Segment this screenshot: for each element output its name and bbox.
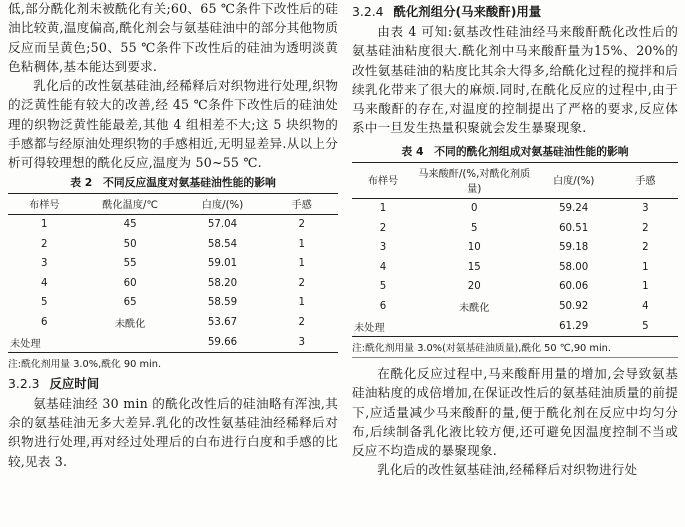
left-column [8,0,338,471]
paragraph-left-2: 乳化后的改性氨基硅油,经稀释后对织物进行处理,织物的泛黄性能有较大的改善,经 45 ℃条件下改性后的硅油处理的织物泛黄性能最差,其他 4 组相差不大;这 5 块织物的手感都与经原油处理织物的手感相近,无明显差异.从以上分析可得较理想的酰化反应,温度为 50~55 ℃. [8,78,338,171]
table-cell: 未处理 [352,316,414,336]
table-cell: 2 [298,277,305,289]
table-cell: 59.18 [559,242,589,254]
table-cell: 2 [642,242,649,254]
table-cell: 3 [379,242,387,254]
table-cell: 50.92 [559,301,589,313]
table-row [352,258,678,278]
table4 [352,162,678,337]
table-cell: 2 [379,222,387,234]
table-cell: 2 [642,222,649,234]
section-title: 酰化剂组分(马来酸酐)用量 [393,4,542,19]
table-row [8,234,338,254]
table-row [8,273,338,293]
table4-header: 白度/(%) [535,162,613,198]
table-cell: 57.04 [207,218,238,230]
table4-header: 马来酸酐/(%,对酰化剂质量) [414,162,535,198]
table-cell: 1 [642,281,649,293]
table-cell: 15 [467,261,481,273]
table-cell: 53.67 [207,316,238,328]
table-cell: 55 [123,258,137,270]
section-number: 3.2.3 [8,375,40,391]
table-cell: 2 [298,316,305,328]
table-row [8,332,338,352]
section-number: 3.2.4 [352,4,384,19]
table-cell: 未酰化 [458,303,490,315]
table-cell: 5 [613,316,678,336]
table2 [8,193,338,353]
table2-header: 布样号 [8,193,81,214]
table-cell: 58.00 [559,261,589,273]
table-row [8,293,338,313]
table-cell: 59.24 [559,203,589,215]
table4-header: 布样号 [352,162,414,198]
table-cell: 58.59 [207,297,238,309]
table-row [352,238,678,258]
table-row [8,214,338,234]
table-cell: 1 [379,203,387,215]
table-row [8,313,338,333]
table-cell: 2 [41,238,48,250]
right-column [352,0,678,480]
paragraph-left-1: 低,部分酰化剂未被酰化有关;60、65 ℃条件下改性后的硅油比较黄,温度偏高,酰化剂会与氨基硅油中的部分其他物质反应而呈黄色;50、55 ℃条件下改性后的硅油为透明淡黄色粘稠体,基本能达到要求. [8,1,338,74]
table4-note: 注:酰化剂用量 3.0%(对氨基硅油质量),酰化 50 ℃,90 min. [352,340,678,358]
table4-header: 手感 [613,162,678,198]
table-cell: 50 [123,238,137,250]
table2-header: 酰化温度/℃ [81,193,180,214]
table-cell: 3 [642,203,649,215]
table-cell [414,316,535,336]
table-cell: 45 [123,218,137,230]
table-cell: 10 [467,242,481,254]
paragraph-right-3: 乳化后的改性氨基硅油,经稀释后对织物进行处 [377,462,638,478]
paragraph-right-2: 在酰化反应过程中,马来酸酐用量的增加,会导致氨基硅油粘度的成倍增加,在保证改性后的氨基硅油质量的前提下,应适量减少马来酸酐的量,便于酰化剂在反应中均匀分布,后续制备乳化液比较方便,还可避免因温度控制不当或反应不均造成的暴聚现象. [352,365,678,459]
table2-header: 白度/(%) [180,193,266,214]
table-cell: 5 [379,281,387,293]
table2-caption: 表 2 不同反应温度对氨基硅油性能的影响 [70,175,276,189]
table2-note: 注:酰化剂用量 3.0%,酰化 90 min. [8,358,162,370]
table-row [352,198,678,218]
table-cell: 1 [298,297,305,309]
table-cell: 6 [41,316,48,328]
table-cell: 5 [471,222,478,234]
table-cell: 4 [642,301,649,313]
table-cell: 3 [41,258,48,270]
table-cell: 4 [379,261,387,273]
table-cell: 6 [379,301,387,313]
table-cell: 5 [41,297,48,309]
table-row [352,277,678,297]
table-cell: 59.66 [180,332,266,352]
table-cell: 60 [123,277,137,289]
table-cell: 58.54 [207,238,238,250]
table-cell: 1 [298,258,305,270]
table-cell [81,332,180,352]
table-cell: 0 [471,203,478,215]
table-row [352,297,678,317]
section-heading-3-2-4 [352,2,678,20]
section-heading-3-2-3 [8,374,338,392]
table-cell: 未酰化 [114,318,146,330]
table-cell: 1 [298,238,305,250]
table-cell: 4 [41,277,48,289]
table-cell: 20 [467,281,481,293]
table-cell: 3 [265,332,338,352]
table-cell: 2 [298,218,305,230]
table-cell: 1 [642,261,649,273]
table-cell: 58.20 [207,277,238,289]
table-row [8,254,338,274]
table-cell: 1 [41,218,48,230]
table-row [352,218,678,238]
table-row [352,316,678,336]
section-title: 反应时间 [49,375,100,391]
table2-header: 手感 [265,193,338,214]
table-cell: 60.06 [559,281,589,293]
table-cell: 60.51 [559,222,589,234]
paragraph-right-1: 由表 4 可知:氨基改性硅油经马来酸酐酰化改性后的氨基硅油粘度很大.酰化剂中马来酸酐量为15%、20%的改性氨基硅油的粘度比其余大得多,给酰化过程的搅拌和后续乳化带来了很大的麻烦.同时,在酰化反应的过程中,由于马来酸酐的存在,对温度的控制提出了严格的要求,反应体系中一旦发生热量积聚就会发生暴聚现象. [352,24,678,136]
table-cell: 59.01 [207,258,238,270]
table4-caption: 表 4 不同的酰化剂组成对氨基硅油性能的影响 [401,144,629,158]
table-cell: 61.29 [535,316,613,336]
table-cell: 未处理 [8,332,81,352]
paragraph-left-3: 氨基硅油经 30 min 的酰化改性后的硅油略有浑浊,其余的氨基硅油无多大差异.乳化的改性氨基硅油经稀释后对织物进行处理,再对经过处理后的白布进行白度和手感的比较,见表 3. [8,395,338,469]
table-cell: 65 [123,297,137,309]
